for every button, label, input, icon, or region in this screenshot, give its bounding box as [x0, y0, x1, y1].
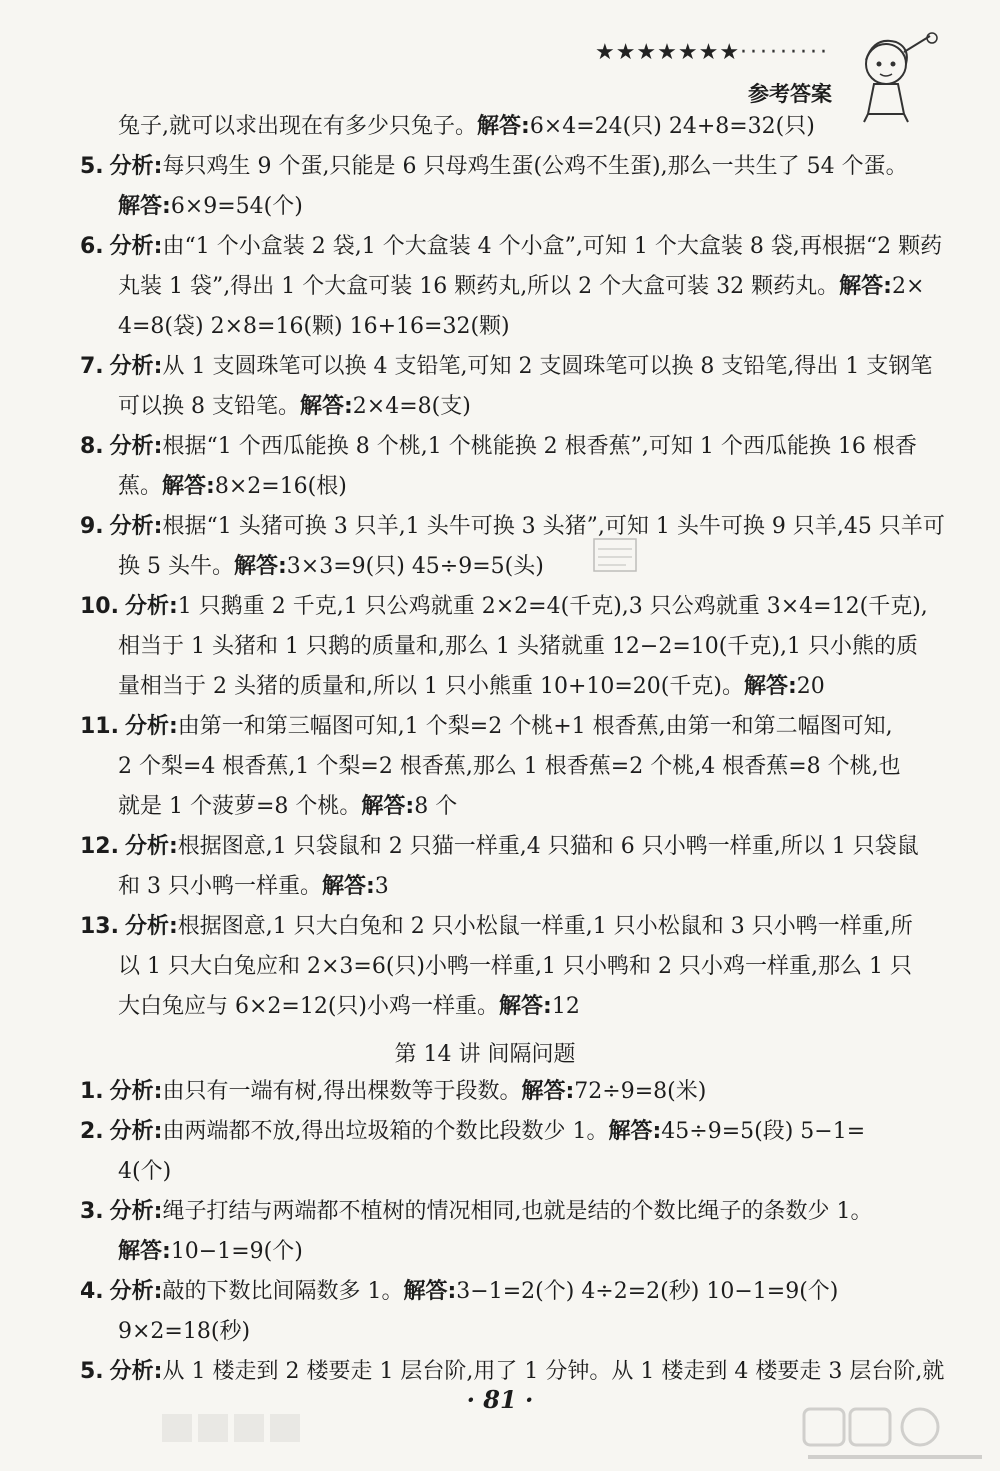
- answer-line: [80, 912, 913, 942]
- answer-text: 10−1=9(个): [170, 1239, 303, 1264]
- answer-line: [118, 272, 924, 302]
- answer-text: 45÷9=5(段) 5−1=: [661, 1119, 866, 1144]
- item-number: 9.: [80, 514, 104, 539]
- answer-line: [118, 1317, 250, 1347]
- line-text: 相当于 1 头猪和 1 只鹅的质量和,那么 1 头猪就重 12−2=10(千克),1 只小熊的质: [118, 634, 918, 659]
- analysis-label: 分析:: [124, 714, 178, 739]
- line-text: 绳子打结与两端都不植树的情况相同,也就是结的个数比绳子的条数少 1。: [162, 1199, 873, 1224]
- item-number: 5.: [80, 154, 104, 179]
- item-number: 13.: [80, 914, 119, 939]
- answer-label: 解答:: [233, 554, 287, 579]
- item-number: 6.: [80, 234, 104, 259]
- analysis-label: 分析:: [109, 354, 163, 379]
- line-text: 敲的下数比间隔数多 1。: [162, 1279, 404, 1304]
- line-text: 和 3 只小鸭一样重。: [118, 874, 322, 899]
- answer-text: 72÷9=8(米): [574, 1079, 707, 1104]
- answer-line: [118, 312, 510, 342]
- analysis-label: 分析:: [109, 1359, 163, 1384]
- stars-text: ★★★★★★★: [594, 40, 741, 65]
- line-text: 从 1 楼走到 2 楼要走 1 层台阶,用了 1 分钟。从 1 楼走到 4 楼要走 3 层台阶,就: [162, 1359, 945, 1384]
- answer-line: [80, 1357, 944, 1387]
- cartoon-girl-icon: [844, 30, 940, 126]
- answer-line: [80, 1077, 706, 1107]
- line-text: 由两端都不放,得出垃圾箱的个数比段数少 1。: [162, 1119, 609, 1144]
- answer-label: 解答:: [118, 194, 171, 219]
- answer-line: [80, 1277, 838, 1307]
- answer-line: [118, 752, 901, 782]
- answer-line: [118, 552, 544, 582]
- page-number: · 81 ·: [466, 1385, 534, 1414]
- answer-label: 解答:: [521, 1079, 575, 1104]
- line-text: 根据“1 头猪可换 3 只羊,1 头牛可换 3 头猪”,可知 1 头牛可换 9 只羊,45 只羊可: [162, 514, 945, 539]
- line-text: 根据“1 个西瓜能换 8 个桃,1 个桃能换 2 根香蕉”,可知 1 个西瓜能换 16 根香: [162, 434, 917, 459]
- answer-line: [118, 992, 580, 1022]
- line-text: 1 只鹅重 2 千克,1 只公鸡就重 2×2=4(千克),3 只公鸡就重 3×4=12(千克),: [177, 594, 928, 619]
- stamp-mark: [590, 535, 640, 575]
- watermark-left: [160, 1410, 310, 1446]
- answer-line: [80, 712, 893, 742]
- item-number: 5.: [80, 1359, 104, 1384]
- answer-line: [118, 952, 912, 982]
- answer-line: [80, 232, 942, 262]
- answer-label: 解答:: [477, 114, 530, 139]
- item-number: 10.: [80, 594, 119, 619]
- line-text: 以 1 只大白兔应和 2×3=6(只)小鸭一样重,1 只小鸭和 2 只小鸡一样重,那么 1 只: [118, 954, 912, 979]
- line-text: 蕉。: [118, 474, 163, 499]
- answer-text: 8×2=16(根): [214, 474, 347, 499]
- header-dots: ·········: [740, 40, 830, 65]
- line-text: 9×2=18(秒): [118, 1319, 251, 1344]
- answer-label: 解答:: [608, 1119, 662, 1144]
- answer-label: 解答:: [162, 474, 215, 499]
- item-number: 7.: [80, 354, 104, 379]
- answer-line: [80, 352, 932, 382]
- line-text: 换 5 头牛。: [118, 554, 234, 579]
- answer-label: 解答:: [361, 794, 415, 819]
- line-text: 4(个): [118, 1159, 172, 1184]
- answer-label: 解答:: [839, 274, 892, 299]
- analysis-label: 分析:: [124, 594, 178, 619]
- item-number: 3.: [80, 1199, 104, 1224]
- answer-label: 解答:: [403, 1279, 457, 1304]
- line-text: 可以换 8 支铅笔。: [118, 394, 300, 419]
- item-number: 12.: [80, 834, 119, 859]
- analysis-label: 分析:: [124, 834, 178, 859]
- answer-line: [118, 192, 303, 222]
- line-text: 由第一和第三幅图可知,1 个梨=2 个桃+1 根香蕉,由第一和第二幅图可知,: [177, 714, 893, 739]
- analysis-label: 分析:: [109, 1119, 163, 1144]
- line-text: 大白兔应与 6×2=12(只)小鸡一样重。: [118, 994, 500, 1019]
- analysis-label: 分析:: [109, 154, 163, 179]
- item-number: 1.: [80, 1079, 104, 1104]
- answer-line: [118, 1237, 303, 1267]
- analysis-label: 分析:: [124, 914, 178, 939]
- watermark-logo: [800, 1405, 990, 1465]
- answer-line: [118, 672, 825, 702]
- answer-text: 8 个: [414, 794, 458, 819]
- answer-line: [118, 472, 347, 502]
- line-text: 丸装 1 袋”,得出 1 个大盒可装 16 颗药丸,所以 2 个大盒可装 32 颗药丸。: [118, 274, 840, 299]
- analysis-label: 分析:: [109, 234, 163, 259]
- answer-line: [80, 152, 908, 182]
- analysis-label: 分析:: [109, 1079, 163, 1104]
- line-text: 根据图意,1 只大白兔和 2 只小松鼠一样重,1 只小松鼠和 3 只小鸭一样重,所: [177, 914, 913, 939]
- answer-line: [80, 1197, 872, 1227]
- header-title: 参考答案: [748, 82, 832, 106]
- page-header: [540, 30, 940, 120]
- item-number: 8.: [80, 434, 104, 459]
- answer-line: [118, 792, 457, 822]
- item-number: 4.: [80, 1279, 104, 1304]
- answer-label: 解答:: [321, 874, 375, 899]
- answer-line: [118, 632, 918, 662]
- line-text: 从 1 支圆珠笔可以换 4 支铅笔,可知 2 支圆珠笔可以换 8 支铅笔,得出 1 支钢笔: [162, 354, 933, 379]
- line-text: 每只鸡生 9 个蛋,只能是 6 只母鸡生蛋(公鸡不生蛋),那么一共生了 54 个蛋。: [162, 154, 908, 179]
- rating-stars: [595, 40, 830, 65]
- answer-line: [80, 512, 945, 542]
- section-title: 第 14 讲 间隔问题: [394, 1042, 576, 1067]
- line-text: 由“1 个小盒装 2 袋,1 个大盒装 4 个小盒”,可知 1 个大盒装 8 袋,再根据“2 颗药: [162, 234, 943, 259]
- answer-line: [80, 432, 917, 462]
- answer-text: 20: [796, 674, 825, 699]
- answer-line: [118, 392, 471, 422]
- analysis-label: 分析:: [109, 1199, 163, 1224]
- answer-text: 2×4=8(支): [352, 394, 471, 419]
- line-text: 由只有一端有树,得出棵数等于段数。: [162, 1079, 522, 1104]
- analysis-label: 分析:: [109, 434, 163, 459]
- analysis-label: 分析:: [109, 1279, 163, 1304]
- answer-line: [118, 112, 815, 142]
- line-text: 4=8(袋) 2×8=16(颗) 16+16=32(颗): [118, 314, 510, 339]
- answer-line: [80, 1117, 865, 1147]
- answer-text: 12: [551, 994, 580, 1019]
- answer-text: 3−1=2(个) 4÷2=2(秒) 10−1=9(个): [456, 1279, 839, 1304]
- answer-label: 解答:: [118, 1239, 171, 1264]
- line-text: 2 个梨=4 根香蕉,1 个梨=2 根香蕉,那么 1 根香蕉=2 个桃,4 根香蕉=8 个桃,也: [118, 754, 901, 779]
- item-number: 2.: [80, 1119, 104, 1144]
- answer-line: [80, 592, 928, 622]
- answer-text: 2×: [891, 274, 925, 299]
- answer-label: 解答:: [299, 394, 353, 419]
- analysis-label: 分析:: [109, 514, 163, 539]
- answer-label: 解答:: [499, 994, 552, 1019]
- answer-line: [80, 832, 919, 862]
- answer-line: [118, 1157, 171, 1187]
- answer-text: 6×9=54(个): [170, 194, 303, 219]
- answer-text: 3: [374, 874, 389, 899]
- line-text: 就是 1 个菠萝=8 个桃。: [118, 794, 362, 819]
- answer-label: 解答:: [743, 674, 797, 699]
- line-text: 量相当于 2 头猪的质量和,所以 1 只小熊重 10+10=20(千克)。: [118, 674, 744, 699]
- line-text: 根据图意,1 只袋鼠和 2 只猫一样重,4 只猫和 6 只小鸭一样重,所以 1 只袋鼠: [177, 834, 919, 859]
- line-text: 兔子,就可以求出现在有多少只兔子。: [118, 114, 477, 139]
- answer-text: 6×4=24(只) 24+8=32(只): [529, 114, 815, 139]
- answer-line: [118, 872, 389, 902]
- item-number: 11.: [80, 714, 119, 739]
- answer-text: 3×3=9(只) 45÷9=5(头): [286, 554, 544, 579]
